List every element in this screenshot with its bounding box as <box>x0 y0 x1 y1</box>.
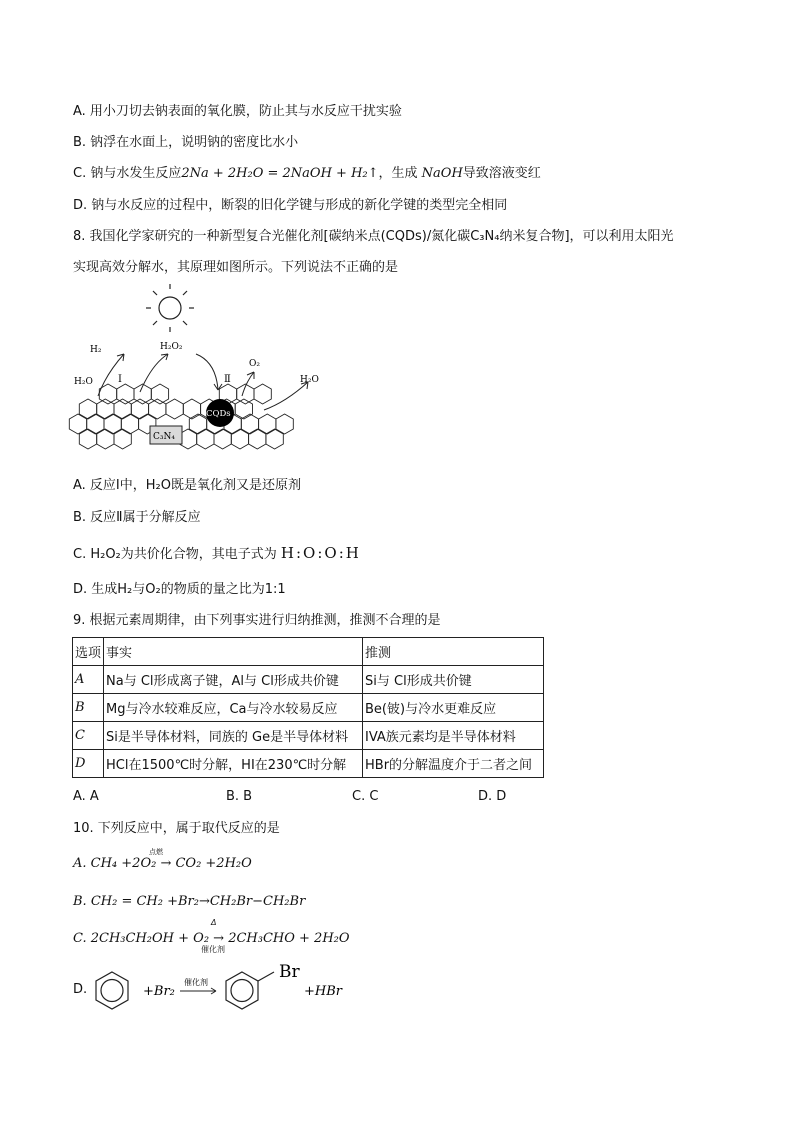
q9-answer-a: A. A <box>73 789 99 804</box>
q7-option-b: B. 钠浮在水面上，说明钠的密度比水小 <box>73 135 299 150</box>
q9-answer-c: C. C <box>352 789 379 804</box>
table-row <box>73 750 544 778</box>
q10-option-d-label: D. <box>73 982 88 997</box>
label-h2o2: H₂O₂ <box>160 342 183 352</box>
label-h2: H₂ <box>90 345 102 355</box>
q10-option-a: A. CH₄ +2O₂ → CO₂ +2H₂O <box>73 856 252 871</box>
q10-stem: 10. 下列反应中，属于取代反应的是 <box>73 821 280 836</box>
c3n4-label: C₃N₄ <box>153 432 175 442</box>
q10-d-catalyst: 催化剂 <box>184 978 208 987</box>
q10-c-heat: Δ <box>211 918 217 927</box>
table-row <box>73 722 544 750</box>
q8-stem-line1: 8. 我国化学家研究的一种新型复合光催化剂[碳纳米点(CQDs)/氮化碳C₃N₄纳米复合物]，可以利用太阳光 <box>73 229 674 244</box>
label-h2o-left: H₂O <box>74 377 93 387</box>
lattice-hexagon <box>266 429 283 449</box>
q7-option-d: D. 钠与水反应的过程中，断裂的旧化学键与形成的新化学键的类型完全相同 <box>73 198 508 213</box>
lattice-hexagon <box>183 399 200 419</box>
q7-option-c-tail2: 导致溶液变红 <box>462 166 541 181</box>
q9-table <box>72 637 544 778</box>
q7-option-c <box>73 165 541 183</box>
label-o2: O₂ <box>249 359 260 369</box>
label-h2o-right: H₂O <box>300 375 319 385</box>
benzene-ring-icon <box>96 972 128 1009</box>
sun-icon <box>146 284 194 332</box>
photocatalysis-diagram <box>68 284 328 474</box>
arrow-to-h2o-right <box>264 382 308 410</box>
lattice-hexagon <box>121 414 138 434</box>
row-d-fact: HCl在1500℃时分解，HI在230℃时分解 <box>104 750 363 778</box>
lattice-hexagon <box>166 399 183 419</box>
q10-a-condition: 点燃 <box>149 848 163 856</box>
arrow-to-o2 <box>242 372 254 396</box>
header-inference: 推测 <box>363 638 544 666</box>
row-a-fact: Na与 Cl形成离子键，Al与 Cl形成共价键 <box>104 666 363 694</box>
row-b-option: B <box>73 694 104 722</box>
row-c-inference: IVA族元素均是半导体材料 <box>363 722 544 750</box>
row-c-fact: Si是半导体材料，同族的 Ge是半导体材料 <box>104 722 363 750</box>
q10-option-b: B. CH₂ = CH₂ +Br₂→CH₂Br−CH₂Br <box>73 894 306 909</box>
row-d-option: D <box>73 750 104 778</box>
lattice-hexagon <box>214 429 231 449</box>
q9-answer-d: D. D <box>478 789 507 804</box>
row-c-option: C <box>73 722 104 750</box>
lattice-hexagon <box>235 399 252 419</box>
q8-option-b: B. 反应Ⅱ属于分解反应 <box>73 510 201 525</box>
label-reaction-1: Ⅰ <box>118 374 122 385</box>
row-b-fact: Mg与冷水较难反应，Ca与冷水较易反应 <box>104 694 363 722</box>
q7-option-c-naoh: NaOH <box>421 166 463 181</box>
cqds-label: CQDs <box>206 409 231 419</box>
bromobenzene-icon <box>226 972 274 1009</box>
lattice-hexagon <box>197 429 214 449</box>
q10-c-catalyst: 催化剂 <box>201 945 225 954</box>
lattice-hexagon <box>97 429 114 449</box>
q10-d-reaction <box>88 955 358 1015</box>
q8-option-c-text: C. H₂O₂为共价化合物，其电子式为 <box>73 547 277 562</box>
table-row <box>73 694 544 722</box>
q10-option-c: C. 2CH₃CH₂OH + O₂ → 2CH₃CHO + 2H₂O <box>73 931 350 946</box>
lattice-hexagon <box>79 429 96 449</box>
header-fact: 事实 <box>104 638 363 666</box>
q10-d-br2: +Br₂ <box>143 984 175 999</box>
row-a-inference: Si与 Cl形成共价键 <box>363 666 544 694</box>
lattice-hexagon <box>254 384 271 404</box>
lattice-hexagon <box>114 429 131 449</box>
q8-option-c <box>73 544 361 564</box>
q7-option-c-tail: ，生成 <box>378 166 422 181</box>
q10-d-hbr: +HBr <box>304 984 342 999</box>
lattice-hexagon <box>231 429 248 449</box>
q8-stem-line2: 实现高效分解水，其原理如图所示。下列说法不正确的是 <box>73 260 399 275</box>
q9-answer-b: B. B <box>226 789 253 804</box>
q7-option-a: A. 用小刀切去钠表面的氧化膜，防止其与水反应干扰实验 <box>73 104 402 119</box>
q9-stem: 9. 根据元素周期律，由下列事实进行归纳推测，推测不合理的是 <box>73 613 441 628</box>
q8-option-d: D. 生成H₂与O₂的物质的量之比为1:1 <box>73 582 286 597</box>
q7-option-c-equation: 2Na + 2H₂O = 2NaOH + H₂↑ <box>181 166 379 181</box>
table-row <box>73 666 544 694</box>
lattice-hexagon <box>249 429 266 449</box>
q7-option-c-label: C. 钠与水发生反应 <box>73 166 182 181</box>
row-a-option: A <box>73 666 104 694</box>
row-d-inference: HBr的分解温度介于二者之间 <box>363 750 544 778</box>
table-header-row <box>73 638 544 666</box>
header-option: 选项 <box>73 638 104 666</box>
row-b-inference: Be(铍)与冷水更难反应 <box>363 694 544 722</box>
label-reaction-2: Ⅱ <box>224 374 231 385</box>
q10-d-br: Br <box>279 962 300 982</box>
q8-option-a: A. 反应I中，H₂O既是氧化剂又是还原剂 <box>73 478 301 493</box>
h2o2-electron-formula: H:O:O:H <box>280 544 361 562</box>
